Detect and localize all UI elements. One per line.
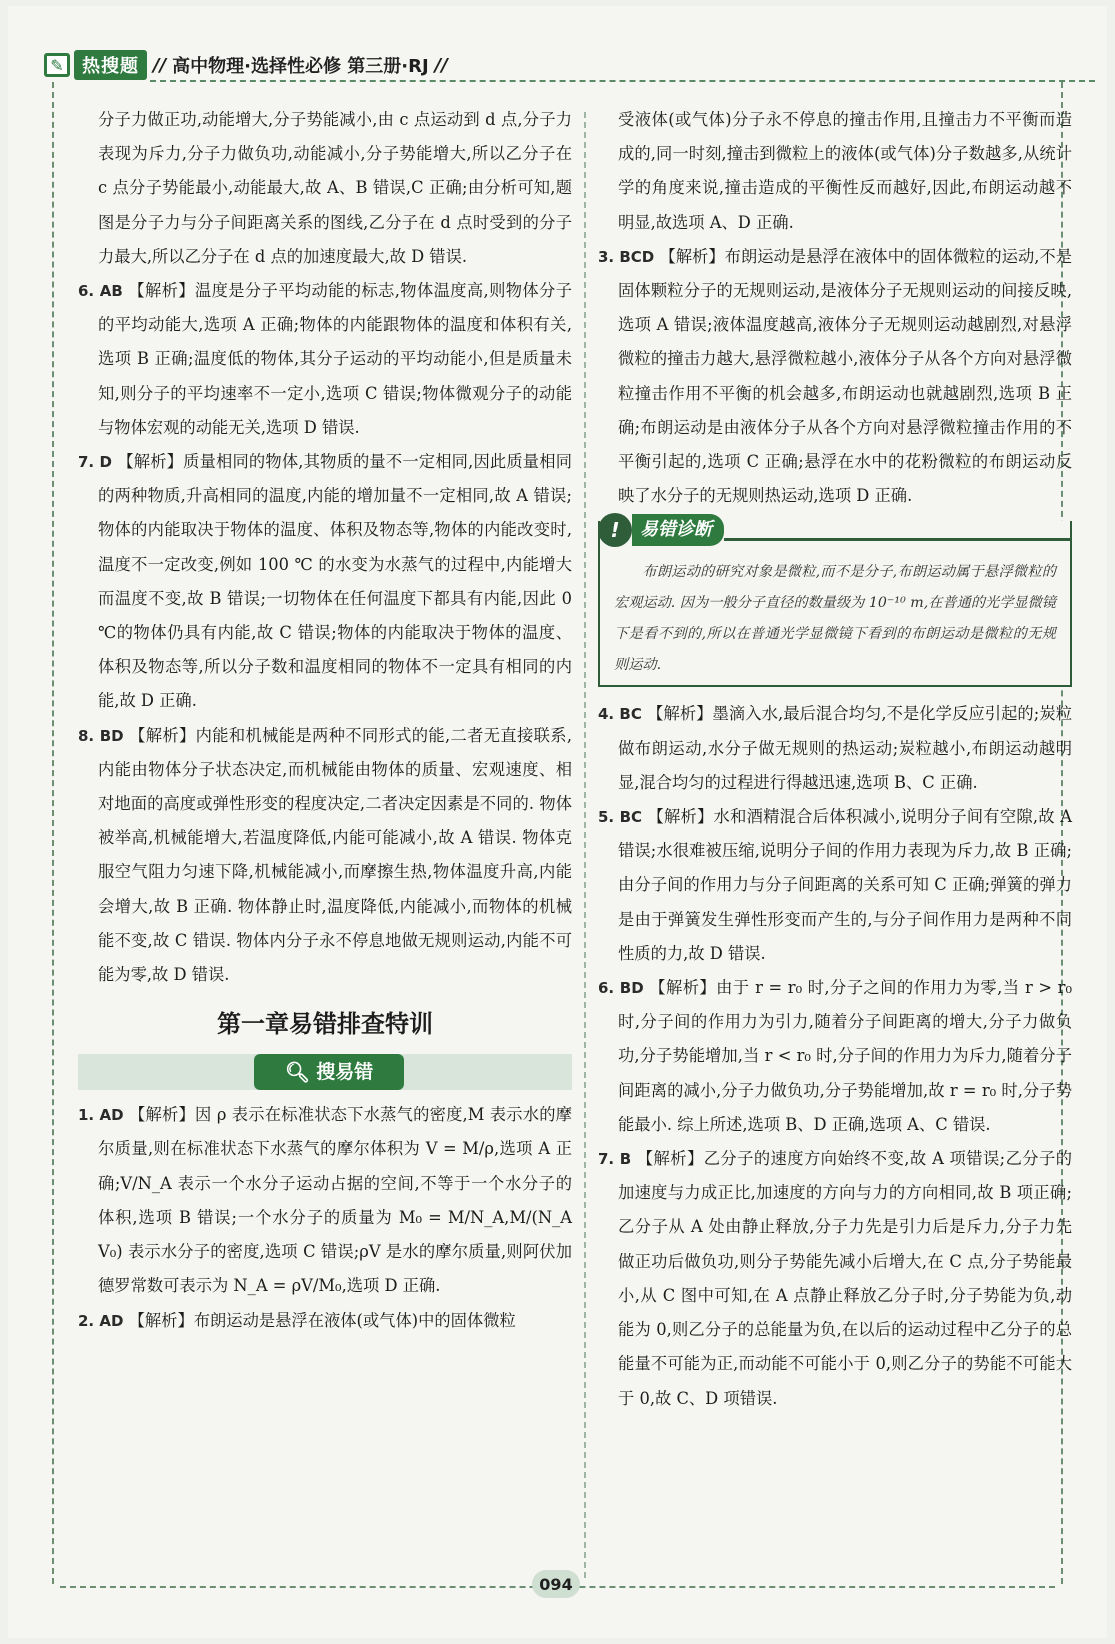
warning-icon: !: [598, 513, 632, 547]
continuation-text: 分子力做正功,动能增大,分子势能减小,由 c 点运动到 d 点,分子力表现为斥力,分子力做负功,动能减小,分子势能增大,所以乙分子在 c 点分子势能最小,动能最大,故 A、B 错误,C 正确;由分析可知,题图是分子力与分子间距离关系的图线,乙分子在 d 点时受到的分子力最大,所以乙分子在 d 点的加速度最大,故 D 错误.: [98, 110, 572, 266]
answer-item: 7. D 【解析】质量相同的物体,其物质的量不一定相同,因此质量相同的两种物质,升高相同的温度,内能的增加量不一定相同,故 A 错误;物体的内能取决于物体的温度、体积及物态等,物体的内能改变时,温度不一定改变,例如 100 ℃ 的水变为水蒸气的过程中,内能增大而温度不变,故 B 错误;一切物体在任何温度下都具有内能,因此 0 ℃的物体仍具有内能,故 C 错误;物体的内能取决于物体的温度、体积及物态等,所以分子数和温度相同的物体不一定具有相同的内能,故 D 正确.: [78, 452, 572, 711]
answer-item: 2. AD 【解析】布朗运动是悬浮在液体(或气体)中的固体微粒: [78, 1310, 516, 1330]
answer-item: 8. BD 【解析】内能和机械能是两种不同形式的能,二者无直接联系,内能由物体分子状态决定,而机械能由物体的质量、宏观速度、相对地面的高度或弹性形变的程度决定,二者决定因素是不同的. 物体被举高,机械能增大,若温度降低,内能可能减小,故 A 错误. 物体克服空气阻力匀速下降,机械能减小,而摩擦生热,物体温度升高,内能会增大,故 B 正确. 物体静止时,温度降低,内能减小,而物体的机械能不变,故 C 错误. 物体内分子永不停息地做无规则运动,内能不可能为零,故 D 错误.: [78, 725, 572, 985]
header-badge: 热搜题: [74, 50, 147, 80]
page-number: 094: [532, 1570, 580, 1598]
search-badge: [254, 1054, 404, 1090]
error-diagnosis-header: [598, 513, 1072, 547]
search-banner: [78, 1054, 572, 1090]
left-column: [78, 103, 572, 1338]
header-title: 高中物理·选择性必修 第三册·RJ: [172, 56, 429, 77]
right-column: [598, 103, 1072, 1416]
continuation-text: 受液体(或气体)分子永不停息的撞击作用,且撞击力不平衡而造成的,同一时刻,撞击到微粒上的液体(或气体)分子数越多,从统计学的角度来说,撞击造成的平衡性反而越好,因此,布朗运动越不明显,故选项 A、D 正确.: [618, 110, 1072, 232]
answer-item: 6. BD 【解析】由于 r = r₀ 时,分子之间的作用力为零,当 r > r₀ 时,分子间的作用力为引力,随着分子间距离的增大,分子力做负功,分子势能增加,当 r < r₀ 时,分子间的作用力为斥力,随着分子间距离的减小,分子力做负功,分子势能增加,故 r = r₀ 时,分子势能最小. 综上所述,选项 B、D 正确,选项 A、C 错误.: [598, 978, 1072, 1134]
left-border: [52, 82, 54, 1584]
header-divider: [150, 80, 1095, 82]
answer-item: 3. BCD 【解析】布朗运动是悬浮在液体中的固体微粒的运动,不是固体颗粒分子的无规则运动,是液体分子无规则运动的间接反映,选项 A 错误;液体温度越高,液体分子无规则运动越剧烈,对悬浮微粒的撞击力越大,悬浮微粒越小,液体分子从各个方向对悬浮微粒撞击作用不平衡的机会越多,布朗运动也就越剧烈,选项 B 正确;布朗运动是由液体分子从各个方向对悬浮微粒撞击作用的不平衡引起的,选项 C 正确;悬浮在水中的花粉微粒的布朗运动反映了水分子的无规则热运动,选项 D 正确.: [598, 246, 1072, 506]
answer-item: 5. BC 【解析】水和酒精混合后体积减小,说明分子间有空隙,故 A 错误;水很难被压缩,说明分子间的作用力表现为斥力,故 B 正确;由分子间的作用力与分子间距离的关系可知 C 正确;弹簧的弹力是由于弹簧发生弹性形变而产生的,与分子间作用力是两种不同性质的力,故 D 错误.: [598, 807, 1072, 963]
section-title: 第一章易错排查特训: [217, 1010, 433, 1039]
search-label: 搜易错: [316, 1061, 374, 1084]
magnifier-icon: 🔍︎: [284, 1060, 311, 1085]
header-slash: //: [153, 54, 167, 76]
column-divider: [584, 112, 586, 1578]
header-end-slash: //: [434, 54, 448, 76]
answer-item: 6. AB 【解析】温度是分子平均动能的标志,物体温度高,则物体分子的平均动能大,选项 A 正确;物体的内能跟物体的温度和体积有关,选项 B 正确;温度低的物体,其分子运动的平均动能小,但是质量未知,则分子的平均速率不一定小,选项 C 错误;物体微观分子的动能与物体宏观的动能无关,选项 D 错误.: [78, 281, 572, 437]
answer-item: 7. B 【解析】乙分子的速度方向始终不变,故 A 项错误;乙分子的加速度与力成正比,加速度的方向与力的方向相同,故 B 项正确;乙分子从 A 处由静止释放,分子力先是引力后是斥力,分子力先做正功后做负功,则分子势能先减小后增大,在 C 点,分子势能最小,从 C 图中可知,在 A 点静止释放乙分子时,分子势能为负,动能为 0,则乙分子的总能量为负,在以后的运动过程中乙分子的总能量不可能为正,而动能不可能小于 0,则乙分子的势能不可能大于 0,故 C、D 项错误.: [598, 1149, 1072, 1408]
error-diagnosis-text: 布朗运动的研究对象是微粒,而不是分子,布朗运动属于悬浮微粒的宏观运动. 因为一般分子直径的数量级为 10⁻¹⁰ m,在普通的光学显微镜下是看不到的,所以在普通光学显微镜下看到的布朗运动是微粒的无规则运动.: [614, 564, 1056, 674]
header-rule: [724, 538, 1072, 541]
answer-item: 1. AD 【解析】因 ρ 表示在标准状态下水蒸气的密度,M 表示水的摩尔质量,则在标准状态下水蒸气的摩尔体积为 V = M/ρ,选项 A 正确;V/N_A 表示一个水分子运动占据的空间,不等于一个水分子的体积,选项 B 错误;一个水分子的质量为 M₀ = M/N_A,M/(N_A V₀) 表示水分子的密度,选项 C 错误;ρV 是水的摩尔质量,则阿伏加德罗常数可表示为 N_A = ρV/M₀,选项 D 正确.: [78, 1105, 572, 1296]
error-diagnosis-label: 易错诊断: [632, 514, 724, 546]
answer-item: 4. BC 【解析】墨滴入水,最后混合均匀,不是化学反应引起的;炭粒做布朗运动,水分子做无规则的热运动;炭粒越小,布朗运动越明显,混合均匀的过程进行得越迅速,选项 B、C 正确.: [598, 704, 1072, 792]
edit-check-icon: ✎: [44, 53, 70, 77]
page-header: [44, 50, 454, 80]
error-diagnosis-box: [598, 517, 1072, 687]
